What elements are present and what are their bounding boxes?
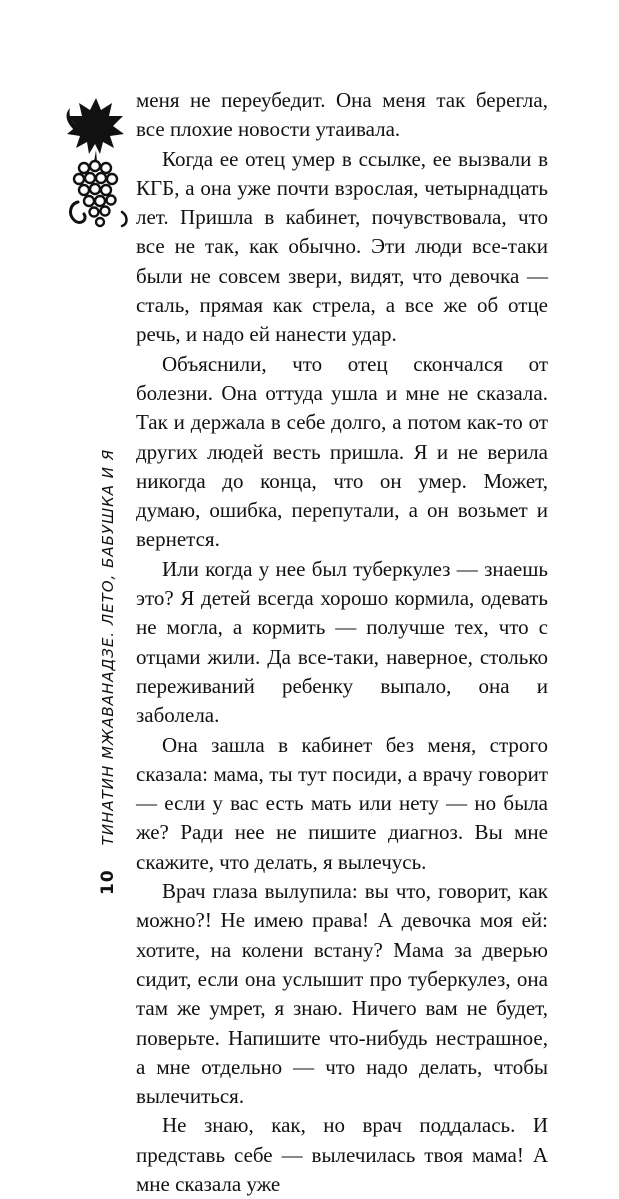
paragraph: Не знаю, как, но врач поддалась. И представь себе — вылечилась твоя мама! А мне сказала уже — [136, 1113, 548, 1196]
running-head — [98, 449, 118, 895]
body-text — [136, 86, 548, 1199]
grape-cluster-shape — [74, 161, 117, 226]
running-head-title: ТИНАТИН МЖАВАНАДЗЕ. ЛЕТО, БАБУШКА И Я — [99, 448, 117, 846]
paragraph: Когда ее отец умер в ссылке, ее вызвали в КГБ, а она уже почти взрослая, четырнадцать лет. Пришла в кабинет, почувствовала, что все не так, как обычно. Эти люди все-таки были не совсем звери, видят, что девочка — сталь, прямая как стрела, а все же об отце речь, и надо ей нанести удар. — [136, 146, 548, 347]
vine-tendril-shape — [71, 202, 86, 222]
paragraph: Врач глаза вылупила: вы что, говорит, как можно?! Не имею права! А девочка моя ей: хотите, на колени встану? Мама за дверью сидит, если она услышит про туберкулез, она там же умрет, я знаю. Ничего вам не будет, поверьте. Напишите что-нибудь нестрашное, а мне отдельно — что надо делать, чтобы вылечиться. — [136, 879, 548, 1109]
grape-vine-icon — [60, 92, 132, 242]
page-number: 10 — [98, 869, 118, 895]
paragraph: меня не переубедит. Она меня так берегла, все плохие новости утаивала. — [136, 88, 548, 142]
vine-leaf-shape — [67, 98, 124, 162]
paragraph: Объяснили, что отец скончался от болезни. Она оттуда ушла и мне не сказала. Так и держала в себе долго, а потом как-то от других людей весть пришла. Я и не верила никогда до конца, что он умер. Может, думаю, ошибка, перепутали, а он возьмет и вернется. — [136, 351, 548, 552]
paragraph: Она зашла в кабинет без меня, строго сказала: мама, ты тут посиди, а врачу говорит — если у вас есть мать или нету — но была же? Ради нее не пишите диагноз. Вы мне скажите, что делать, я вылечусь. — [136, 732, 548, 874]
paragraph: Или когда у нее был туберкулез — знаешь это? Я детей всегда хорошо кормила, одевать не могла, а кормить — получше тех, что с отцами жили. Да все-таки, наверное, столько переживаний ребенку выпало, она и заболела. — [136, 556, 548, 728]
